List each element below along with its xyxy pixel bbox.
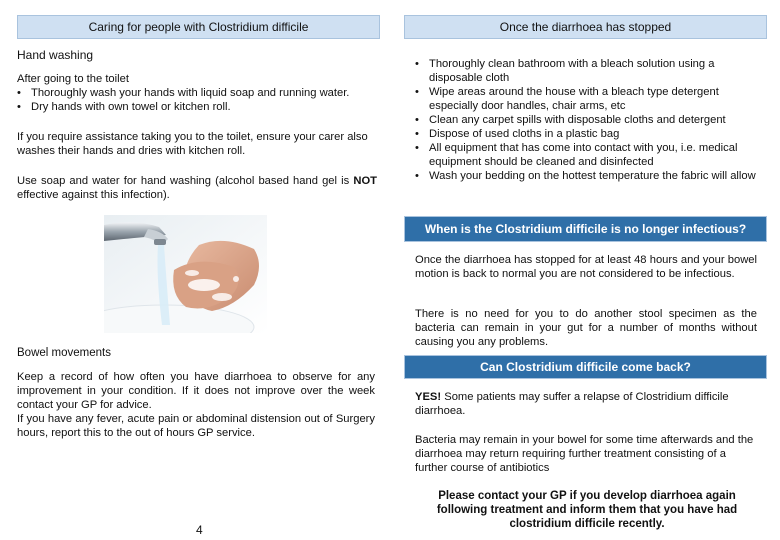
list-item: • Wash your bedding on the hottest temperature the fabric will allow	[415, 169, 760, 183]
left-header: Caring for people with Clostridium difficile	[17, 15, 380, 39]
yes-emphasis: YES!	[415, 391, 442, 403]
contact-gp-text: Please contact your GP if you develop diarrhoea again following treatment and inform them that you have had clostridium difficile recently.	[436, 490, 738, 530]
bowel-text-1: Keep a record of how often you have diarrhoea to observe for any improvement in your condition. If it does not improve over the week contact your GP for advice.	[17, 371, 375, 411]
list-item: • Clean any carpet spills with disposable cloths and detergent	[415, 113, 760, 127]
right-header: Once the diarrhoea has stopped	[404, 15, 767, 39]
soap-text: Use soap and water for hand washing (alcohol based hand gel is NOT effective against this infection).	[17, 175, 377, 201]
comeback-text-2: Bacteria may remain in your bowel for some time afterwards and the diarrhoea may return requiring further treatment consisting of a further course of antibiotics	[415, 434, 754, 474]
bowel-text	[17, 370, 375, 440]
comeback-header: Can Clostridium difficile come back?	[404, 355, 767, 379]
stopped-list	[415, 57, 760, 183]
bowel-title: Bowel movements	[17, 347, 111, 359]
list-item: • Wipe areas around the house with a bleach type detergent especially door handles, chair arms, etc	[415, 85, 760, 113]
list-item: • Dispose of used cloths in a plastic bag	[415, 127, 760, 141]
hand-washing-photo	[104, 215, 267, 333]
list-item: • Dry hands with own towel or kitchen roll.	[17, 100, 382, 114]
assistance-text: If you require assistance taking you to the toilet, ensure your carer also washes their hands and dries with kitchen roll.	[17, 131, 368, 157]
bowel-text-2: If you have any fever, acute pain or abdominal distension out of Surgery hours, report this to the out of hours GP service.	[17, 413, 375, 439]
page-number: 4	[196, 523, 203, 537]
infectious-text-2: There is no need for you to do another stool specimen as the bacteria can remain in your gut for a number of months without causing you any problems.	[415, 308, 757, 348]
list-item: • Thoroughly clean bathroom with a bleach solution using a disposable cloth	[415, 57, 760, 85]
infectious-text-1: Once the diarrhoea has stopped for at least 48 hours and your bowel motion is back to normal you are not considered to be infectious.	[415, 254, 757, 280]
after-toilet-label: After going to the toilet	[17, 73, 129, 85]
infectious-header: When is the Clostridium difficile is no longer infectious?	[404, 216, 767, 242]
after-toilet-block	[17, 72, 382, 114]
list-item: • All equipment that has come into contact with you, i.e. medical equipment should be cleaned and disinfected	[415, 141, 760, 169]
comeback-text-1: YES! Some patients may suffer a relapse of Clostridium difficile diarrhoea.	[415, 391, 729, 417]
list-item: • Thoroughly wash your hands with liquid soap and running water.	[17, 86, 382, 100]
hand-washing-title: Hand washing	[17, 48, 94, 62]
not-emphasis: NOT	[353, 175, 377, 187]
